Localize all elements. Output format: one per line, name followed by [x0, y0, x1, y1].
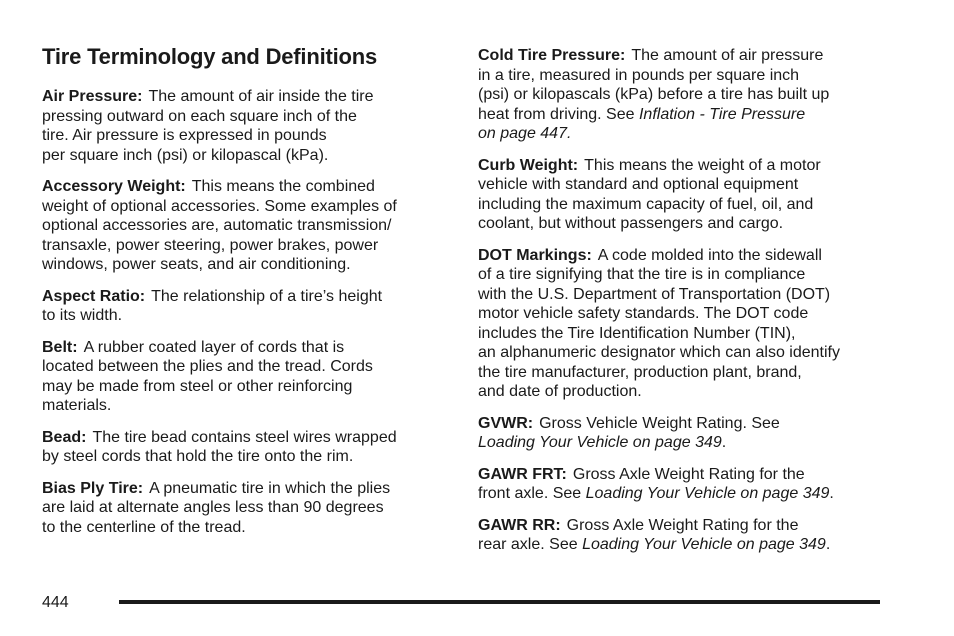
definition-text: (psi) or kilopascals (kPa) before a tire has built up	[478, 86, 830, 103]
definition-text: vehicle with standard and optional equipment	[478, 176, 799, 193]
page-reference-link[interactable]: Loading Your Vehicle on page 349	[582, 536, 826, 553]
term: GAWR RR:	[478, 516, 561, 534]
definition-text: the tire manufacturer, production plant, brand,	[478, 363, 802, 381]
term: Accessory Weight:	[42, 178, 186, 195]
definition-text: materials.	[42, 397, 112, 414]
definition-aspect-ratio	[42, 287, 452, 326]
definition-text: front axle. See	[478, 485, 586, 502]
definition-text: an alphanumeric designator which can also identify	[478, 344, 840, 361]
page-title: Tire Terminology and Definitions	[42, 44, 378, 69]
term: Bias Ply Tire:	[42, 479, 144, 497]
definition-text: including the maximum capacity of fuel, oil, and	[478, 195, 814, 213]
definition-gawr-frt	[478, 465, 888, 504]
definition-text: tire. Air pressure is expressed in pounds	[42, 127, 327, 144]
page-reference-link[interactable]: on page 447	[478, 125, 567, 142]
term: Bead:	[42, 428, 87, 446]
definition-text: with the U.S. Department of Transportation (DOT)	[478, 285, 831, 303]
definition-text: Gross Axle Weight Rating for the	[572, 465, 805, 483]
term: GVWR:	[478, 414, 534, 432]
definition-text: A rubber coated layer of cords that is	[83, 338, 345, 356]
term: GAWR FRT:	[478, 465, 567, 483]
term: Curb Weight:	[478, 156, 579, 174]
definition-text: coolant, but without passengers and cargo.	[478, 215, 784, 232]
definition-gawr-rr	[478, 516, 888, 555]
page-reference-link[interactable]: Inflation - Tire Pressure	[638, 105, 806, 123]
definition-belt	[42, 338, 452, 416]
definition-text: in a tire, measured in pounds per square inch	[478, 66, 800, 84]
term: Belt:	[42, 338, 78, 356]
definition-gvwr	[478, 414, 888, 453]
definition-text: of a tire signifying that the tire is in compliance	[478, 266, 806, 283]
definition-text: are laid at alternate angles less than 90 degrees	[42, 499, 384, 516]
definition-accessory-weight	[42, 177, 452, 275]
page-reference-link[interactable]: Loading Your Vehicle on page 349	[585, 485, 830, 502]
definition-text: weight of optional accessories. Some examples of	[42, 197, 397, 215]
definition-text: rear axle. See	[478, 536, 583, 553]
definition-text: Gross Vehicle Weight Rating. See	[539, 414, 780, 432]
definition-text: to its width.	[42, 307, 123, 324]
term: Aspect Ratio:	[42, 287, 146, 305]
definition-text: windows, power seats, and air conditioning.	[42, 256, 351, 273]
definition-text: A pneumatic tire in which the plies	[149, 479, 391, 497]
page-number: 444	[42, 594, 69, 611]
punctuation: .	[825, 536, 831, 553]
definition-air-pressure	[42, 87, 452, 165]
punctuation: .	[566, 125, 572, 142]
definition-text: to the centerline of the tread.	[42, 518, 246, 536]
definition-text: The amount of air pressure	[631, 47, 824, 64]
definition-text: per square inch (psi) or kilopascal (kPa).	[42, 146, 329, 164]
definition-text: The tire bead contains steel wires wrapped	[92, 428, 397, 446]
definition-text: motor vehicle safety standards. The DOT code	[478, 305, 809, 322]
punctuation: .	[829, 485, 834, 502]
definition-text: This means the combined	[191, 178, 375, 195]
definition-text: transaxle, power steering, power brakes, power	[42, 236, 379, 254]
definition-dot-markings	[478, 246, 888, 402]
definition-curb-weight	[478, 156, 888, 234]
definition-text: The relationship of a tire’s height	[151, 287, 383, 305]
definition-bias-ply-tire	[42, 479, 452, 538]
definition-text: This means the weight of a motor	[584, 156, 821, 174]
definition-text: by steel cords that hold the tire onto the rim.	[42, 448, 354, 465]
punctuation: .	[721, 434, 727, 451]
definition-text: and date of production.	[478, 383, 642, 400]
definition-bead	[42, 428, 452, 467]
term: Cold Tire Pressure:	[478, 47, 626, 64]
page-reference-link[interactable]: Loading Your Vehicle on page 349	[478, 434, 722, 451]
definition-text: A code molded into the sidewall	[597, 246, 822, 264]
left-column	[42, 87, 452, 549]
definition-text: may be made from steel or other reinforcing	[42, 377, 353, 395]
term: DOT Markings:	[478, 246, 592, 264]
definition-text: The amount of air inside the tire	[148, 88, 374, 105]
definition-text: located between the plies and the tread. Cords	[42, 358, 373, 375]
definition-text: Gross Axle Weight Rating for the	[566, 516, 799, 534]
definition-text: includes the Tire Identification Number (TIN),	[478, 324, 796, 342]
definition-text: optional accessories are, automatic transmission/	[42, 217, 392, 234]
footer-rule	[119, 600, 880, 604]
right-column	[478, 46, 888, 567]
term: Air Pressure:	[42, 88, 143, 105]
definition-text: pressing outward on each square inch of the	[42, 107, 357, 125]
definition-cold-tire-pressure	[478, 46, 888, 144]
definition-text: heat from driving. See	[478, 105, 639, 123]
